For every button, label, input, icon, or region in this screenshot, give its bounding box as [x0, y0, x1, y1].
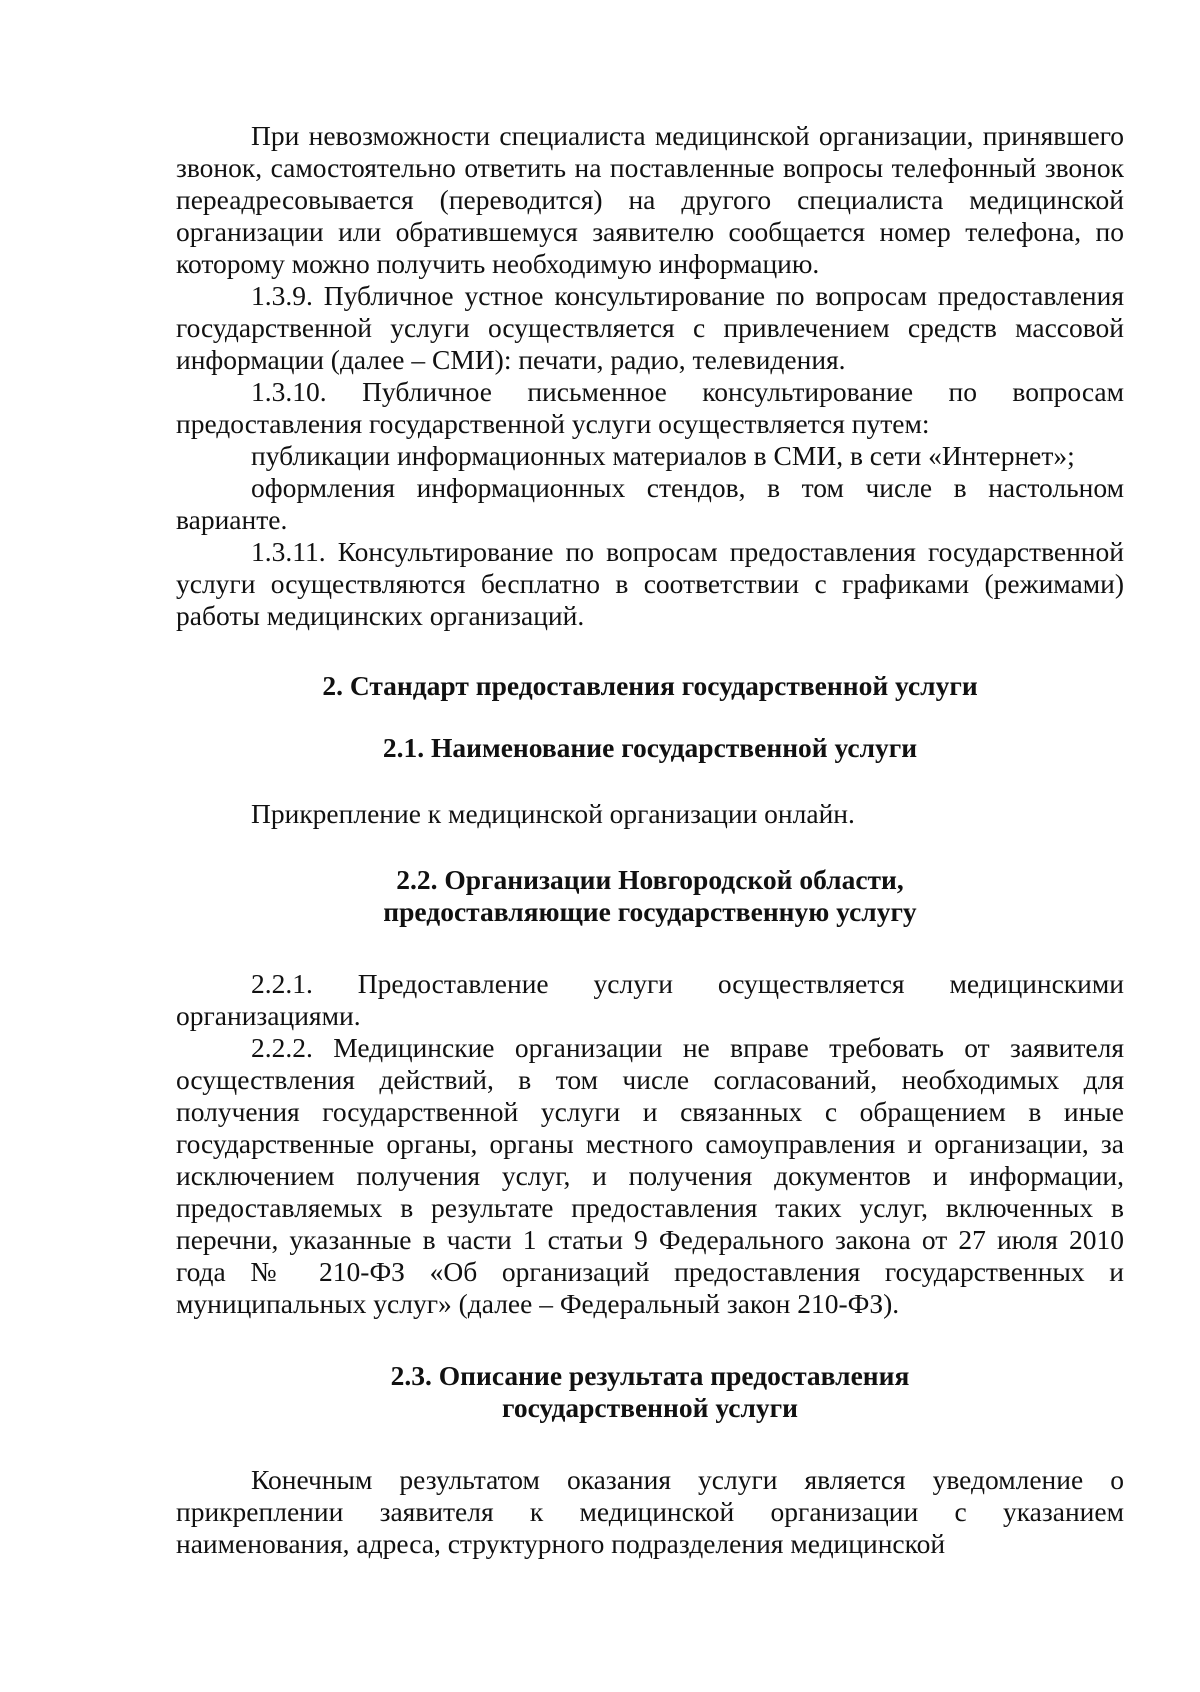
paragraph-phone-redirect: При невозможности специалиста медицинской организации, принявшего звонок, самостоятельно ответить на поставленные вопросы телефонный звонок переадресовывается (переводится) на другого специалиста медицинской организации или обратившемуся заявителю сообщается номер телефона, по которому можно получить необходимую информацию. [176, 120, 1124, 279]
paragraph-stands: оформления информационных стендов, в том числе в настольном варианте. [176, 472, 1124, 535]
paragraph-2-2-1: 2.2.1. Предоставление услуги осуществляется медицинскими организациями. [176, 968, 1124, 1031]
section-heading-2-2-line1: 2.2. Организации Новгородской области, [396, 864, 904, 895]
document-page [176, 120, 1124, 1560]
section-heading-2: 2. Стандарт предоставления государственной услуги [322, 670, 978, 701]
section-heading-2-2-line2: предоставляющие государственную услугу [383, 896, 917, 927]
paragraph-publications: публикации информационных материалов в СМИ, в сети «Интернет»; [251, 440, 1075, 471]
section-heading-2-3-line1: 2.3. Описание результата предоставления [390, 1360, 910, 1391]
paragraph-2-2-2: 2.2.2. Медицинские организации не вправе требовать от заявителя осуществления действий, в том числе согласований, необходимых для получения государственной услуги и связанных с обращением в иные государственные органы, органы местного самоуправления и организации, за исключением получения услуг, и получения документов и информации, предоставляемых в результате предоставления таких услуг, включенных в перечни, указанные в части 1 статьи 9 Федерального закона от 27 июля 2010 года № 210-ФЗ «Об организаций предоставления государственных и муниципальных услуг» (далее – Федеральный закон 210-ФЗ). [176, 1032, 1124, 1319]
paragraph-1-3-9: 1.3.9. Публичное устное консультирование по вопросам предоставления государственной услуги осуществляется с привлечением средств массовой информации (далее – СМИ): печати, радио, телевидения. [176, 280, 1124, 375]
section-heading-2-3-line2: государственной услуги [502, 1392, 798, 1423]
paragraph-1-3-10: 1.3.10. Публичное письменное консультирование по вопросам предоставления государственной услуги осуществляется путем: [176, 376, 1124, 439]
section-heading-2-1: 2.1. Наименование государственной услуги [382, 732, 918, 763]
paragraph-service-name: Прикрепление к медицинской организации онлайн. [251, 798, 855, 829]
paragraph-result: Конечным результатом оказания услуги является уведомление о прикреплении заявителя к медицинской организации с указанием наименования, адреса, структурного подразделения медицинской [176, 1464, 1124, 1559]
paragraph-1-3-11: 1.3.11. Консультирование по вопросам предоставления государственной услуги осуществляются бесплатно в соответствии с графиками (режимами) работы медицинских организаций. [176, 536, 1124, 631]
